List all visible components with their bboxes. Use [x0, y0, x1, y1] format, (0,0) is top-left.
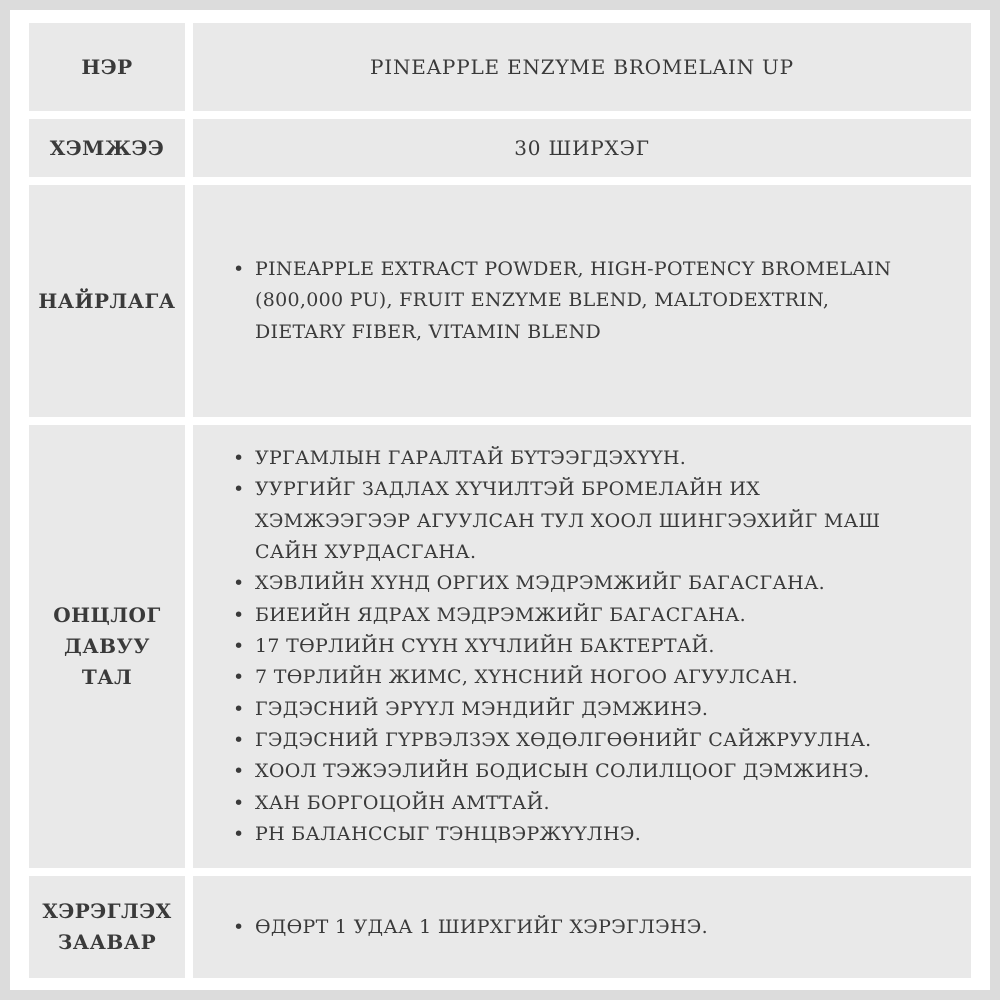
bullet-item: • PINEAPPLE EXTRACT POWDER, HIGH-POTENCY BROMELAIN (800,000 PU), FRUIT ENZYME BLEND, MALTODEXTRIN, DIETARY FIBER, VITAMIN BLEND: [231, 254, 911, 348]
row-label-usage: [29, 876, 185, 978]
bullet-item: • БИЕИЙН ЯДРАХ МЭДРЭМЖИЙГ БАГАСГАНА.: [231, 600, 911, 631]
row-label-name-text: НЭР: [81, 54, 133, 79]
row-value-name: [193, 23, 971, 111]
row-value-ingredients: [193, 185, 971, 417]
bullet-item: • ГЭДЭСНИЙ ЭРҮҮЛ МЭНДИЙГ ДЭМЖИНЭ.: [231, 694, 911, 725]
bullet-item: • ХООЛ ТЭЖЭЭЛИЙН БОДИСЫН СОЛИЛЦООГ ДЭМЖИНЭ.: [231, 756, 911, 787]
bullet-item: • ӨДӨРТ 1 УДАА 1 ШИРХГИЙГ ХЭРЭГЛЭНЭ.: [231, 912, 911, 943]
bullet-item: • УУРГИЙГ ЗАДЛАХ ХҮЧИЛТЭЙ БРОМЕЛАЙН ИХ ХЭМЖЭЭГЭЭР АГУУЛСАН ТУЛ ХООЛ ШИНГЭЭХИЙГ МАШ САЙН ХУРДАСГАНА.: [231, 474, 911, 568]
bullet-item: • 17 ТӨРЛИЙН СҮҮН ХҮЧЛИЙН БАКТЕРТАЙ.: [231, 631, 911, 662]
quantity-text: 30 ШИРХЭГ: [514, 136, 650, 160]
bullet-item: • ХЭВЛИЙН ХҮНД ОРГИХ МЭДРЭМЖИЙГ БАГАСГАНА.: [231, 568, 911, 599]
bullet-item: • 7 ТӨРЛИЙН ЖИМС, ХҮНСНИЙ НОГОО АГУУЛСАН.: [231, 662, 911, 693]
row-label-usage-text: ХЭРЭГЛЭХ ЗААВАР: [42, 899, 172, 955]
bullet-item: • PH БАЛАНССЫГ ТЭНЦВЭРЖҮҮЛНЭ.: [231, 819, 911, 850]
row-value-usage: [193, 876, 971, 978]
row-label-quantity-text: ХЭМЖЭЭ: [49, 135, 165, 160]
row-value-features: [193, 425, 971, 868]
row-label-name: [29, 23, 185, 111]
features-bullet-list: [231, 443, 911, 850]
bullet-item: • ХАН БОРГОЦОЙН АМТТАЙ.: [231, 788, 911, 819]
row-label-features-text: ОНЦЛОГ ДАВУУ ТАЛ: [53, 603, 161, 690]
row-value-quantity: [193, 119, 971, 177]
bullet-item: • ГЭДЭСНИЙ ГҮРВЭЛЗЭХ ХӨДӨЛГӨӨНИЙГ САЙЖРУУЛНА.: [231, 725, 911, 756]
bullet-item: • УРГАМЛЫН ГАРАЛТАЙ БҮТЭЭГДЭХҮҮН.: [231, 443, 911, 474]
row-label-features: [29, 425, 185, 868]
row-label-ingredients: [29, 185, 185, 417]
row-label-quantity: [29, 119, 185, 177]
ingredients-bullet-list: [231, 254, 911, 348]
row-label-ingredients-text: НАЙРЛАГА: [38, 288, 176, 313]
product-name-text: PINEAPPLE ENZYME BROMELAIN UP: [370, 55, 794, 79]
product-info-table: [29, 23, 971, 978]
usage-bullet-list: [231, 912, 911, 943]
